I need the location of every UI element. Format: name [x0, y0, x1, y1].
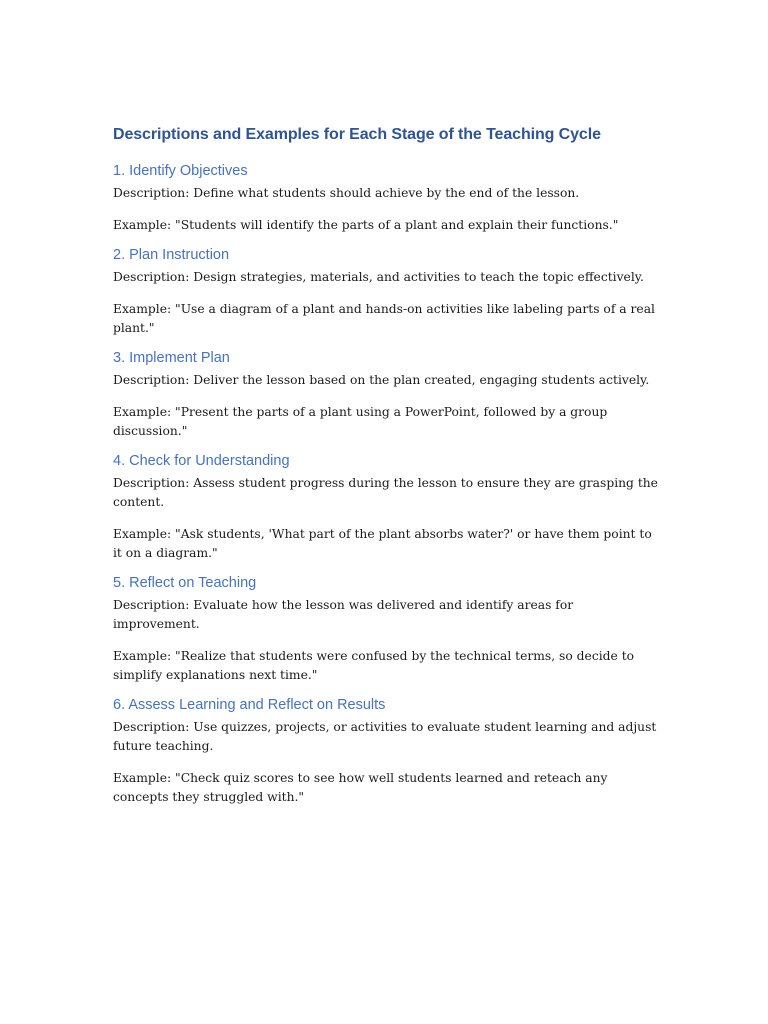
section-example: Example: "Students will identify the parts of a plant and explain their functions." — [113, 218, 619, 232]
section-description: Description: Design strategies, materials, and activities to teach the topic effectively. — [113, 270, 644, 284]
section-heading: 1. Identify Objectives — [113, 163, 248, 179]
section-description: Description: Assess student progress during the lesson to ensure they are grasping the content. — [113, 476, 658, 509]
section-heading: 3. Implement Plan — [113, 350, 230, 366]
document-page — [113, 124, 658, 817]
section-description: Description: Use quizzes, projects, or activities to evaluate student learning and adjust future teaching. — [113, 720, 657, 753]
section-identify-objectives — [113, 161, 658, 235]
section-description: Description: Deliver the lesson based on the plan created, engaging students actively. — [113, 373, 650, 387]
section-assess-learning — [113, 695, 658, 807]
section-implement-plan — [113, 348, 658, 441]
section-heading: 6. Assess Learning and Reflect on Results — [113, 697, 386, 713]
section-example: Example: "Ask students, 'What part of the plant absorbs water?' or have them point to it on a diagram." — [113, 527, 652, 560]
section-description: Description: Evaluate how the lesson was delivered and identify areas for improvement. — [113, 598, 574, 631]
document-title: Descriptions and Examples for Each Stage of the Teaching Cycle — [113, 126, 601, 143]
section-heading: 4. Check for Understanding — [113, 453, 290, 469]
section-example: Example: "Realize that students were confused by the technical terms, so decide to simplify explanations next time." — [113, 649, 635, 682]
section-heading: 2. Plan Instruction — [113, 247, 230, 263]
section-example: Example: "Check quiz scores to see how well students learned and reteach any concepts they struggled with." — [113, 771, 608, 804]
section-reflect-on-teaching — [113, 573, 658, 685]
section-example: Example: "Present the parts of a plant using a PowerPoint, followed by a group discussion." — [113, 405, 608, 438]
section-plan-instruction — [113, 245, 658, 338]
section-check-for-understanding — [113, 451, 658, 563]
section-example: Example: "Use a diagram of a plant and hands-on activities like labeling parts of a real plant." — [113, 302, 655, 335]
section-heading: 5. Reflect on Teaching — [113, 575, 257, 591]
section-description: Description: Define what students should achieve by the end of the lesson. — [113, 186, 580, 200]
